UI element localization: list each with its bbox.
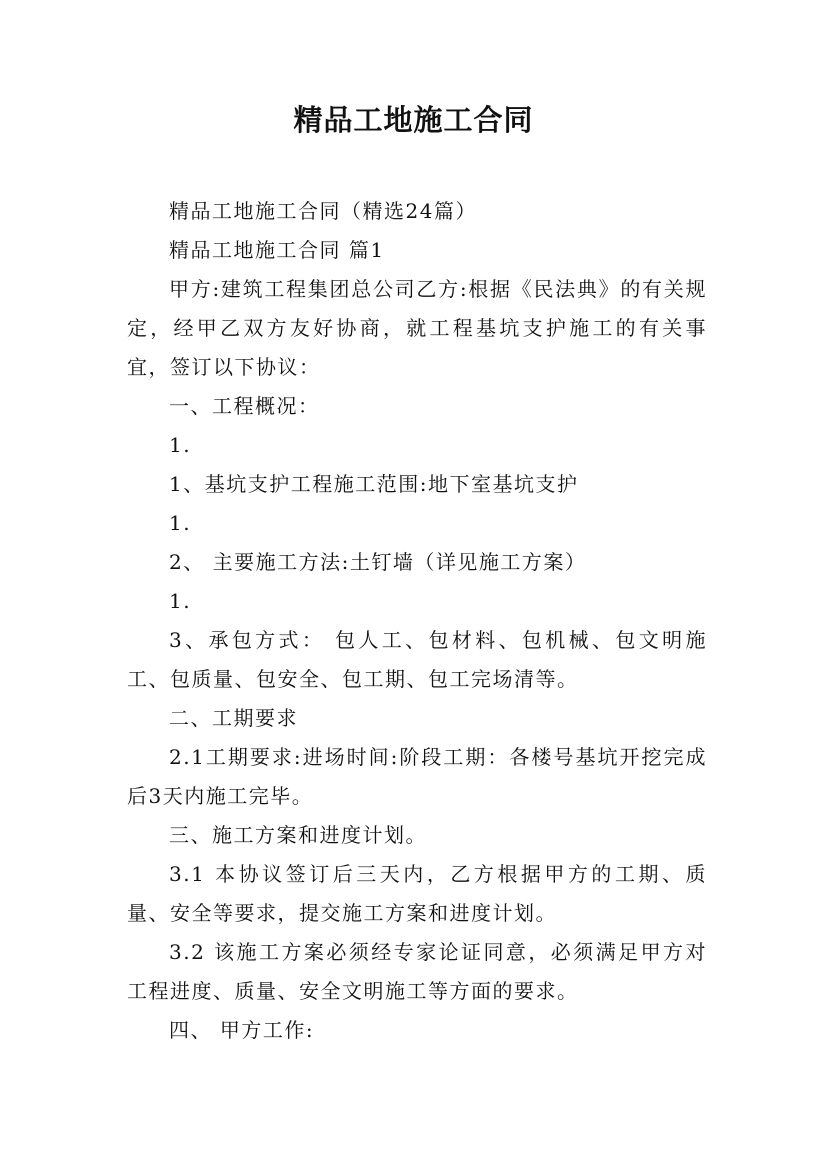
paragraph-parties: 甲方:建筑工程集团总公司乙方:根据《民法典》的有关规定，经甲乙双方友好协商，就工程基坑支护施工的有关事宜，签订以下协议： [127, 277, 707, 379]
paragraph-plan-3-2: 3.2 该施工方案必须经专家论证同意，必须满足甲方对工程进度、质量、安全文明施工等方面的要求。 [127, 940, 707, 1003]
document-title: 精品工地施工合同 [293, 103, 534, 137]
section-heading-overview: 一、工程概况： [169, 394, 320, 418]
paragraph-subtitle: 精品工地施工合同（精选24篇） [169, 199, 477, 223]
paragraph-item-number: 1. [169, 433, 192, 457]
section-heading-plan: 三、施工方案和进度计划。 [169, 823, 427, 847]
section-heading-party-a-work: 四、 甲方工作: [169, 1018, 315, 1042]
paragraph-chapter-heading: 精品工地施工合同 篇1 [169, 238, 385, 262]
paragraph-scope: 1、基坑支护工程施工范围:地下室基坑支护 [169, 472, 579, 496]
paragraph-contract-mode: 3、承包方式： 包人工、包材料、包机械、包文明施工、包质量、包安全、包工期、包工完场清等。 [127, 628, 707, 691]
paragraph-schedule: 2.1工期要求:进场时间:阶段工期：各楼号基坑开挖完成后3天内施工完毕。 [127, 745, 707, 808]
section-heading-schedule: 二、工期要求 [169, 706, 298, 730]
paragraph-plan-3-1: 3.1 本协议签订后三天内，乙方根据甲方的工期、质量、安全等要求，提交施工方案和进度计划。 [127, 862, 707, 925]
paragraph-method: 2、 主要施工方法:土钉墙（详见施工方案） [169, 550, 587, 574]
paragraph-item-number: 1. [169, 511, 192, 535]
document-body [127, 192, 707, 1050]
paragraph-item-number: 1. [169, 589, 192, 613]
